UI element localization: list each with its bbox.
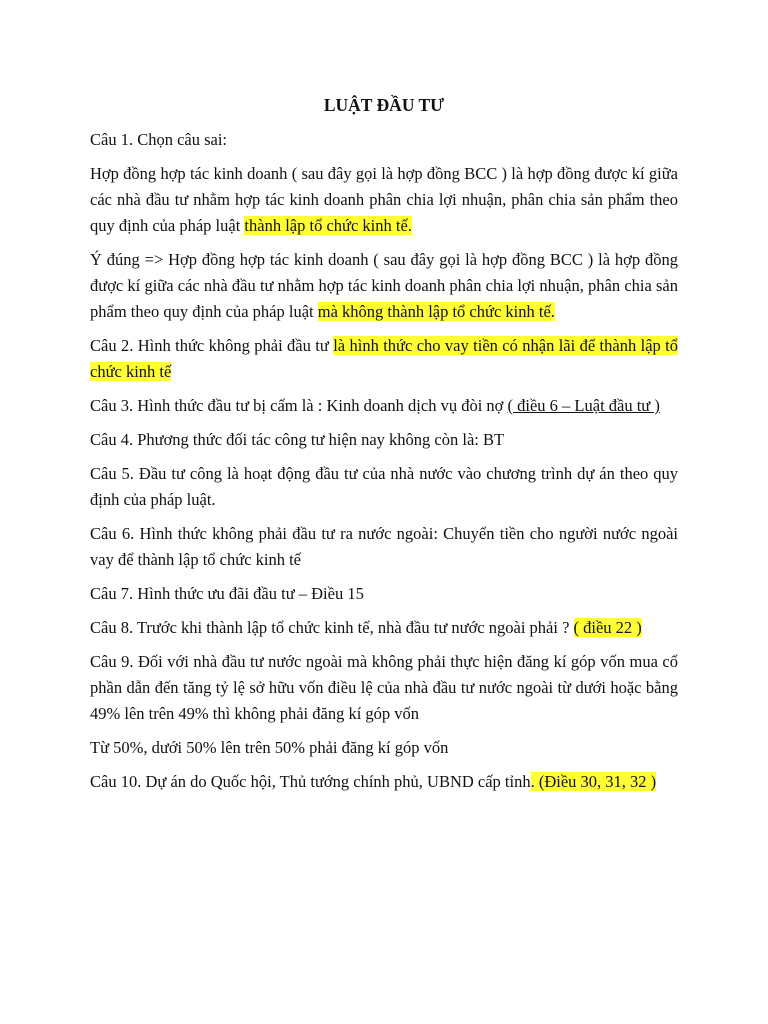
question-1-statement-highlight: thành lập tổ chức kinh tế. [244,216,412,235]
question-8-highlight: ( điều 22 ) [573,618,642,637]
question-9-followup-text: Từ 50%, dưới 50% lên trên 50% phải đăng kí góp vốn [90,738,449,757]
question-8-text: Câu 8. Trước khi thành lập tổ chức kinh tế, nhà đầu tư nước ngoài phải ? [90,618,574,637]
question-1-correct [90,247,678,325]
question-1-text: Câu 1. Chọn câu sai: [90,130,228,149]
question-6 [90,521,678,573]
document-page [90,92,678,803]
question-5 [90,461,678,513]
question-1-heading [90,127,678,153]
question-5-text: Câu 5. Đầu tư công là hoạt động đầu tư của nhà nước vào chương trình dự án theo quy định của pháp luật. [90,464,678,509]
question-8 [90,615,678,641]
question-7-text: Câu 7. Hình thức ưu đãi đầu tư – Điều 15 [90,584,364,603]
question-3-text: Câu 3. Hình thức đầu tư bị cấm là : Kinh doanh dịch vụ đòi nợ [90,396,508,415]
question-2 [90,333,678,385]
question-2-text: Câu 2. Hình thức không phải đầu tư [90,336,334,355]
question-9-text: Câu 9. Đối với nhà đầu tư nước ngoài mà không phải thực hiện đăng kí góp vốn mua cổ phần dẫn đến tăng tỷ lệ sở hữu vốn điều lệ của nhà đầu tư nước ngoài từ dưới hoặc bằng 49% lên trên 49% thì không phải đăng kí góp vốn [90,652,678,723]
question-10 [90,769,678,795]
question-10-highlight: . (Điều 30, 31, 32 ) [530,772,657,791]
question-1-statement [90,161,678,239]
question-1-statement-text: Hợp đồng hợp tác kinh doanh ( sau đây gọi là hợp đồng BCC ) là hợp đồng được kí giữa các nhà đầu tư nhằm hợp tác kinh doanh phân chia lợi nhuận, phân chia sản phẩm theo quy định của pháp luật [90,164,678,235]
question-6-text: Câu 6. Hình thức không phải đầu tư ra nước ngoài: Chuyển tiền cho người nước ngoài vay để thành lập tổ chức kinh tế [90,524,678,569]
question-1-correct-highlight: mà không thành lập tổ chức kinh tế. [317,302,555,321]
question-9-followup [90,735,678,761]
question-2-highlight: là hình thức cho vay tiền có nhận lãi để thành lập tổ chức kinh tế [90,336,678,381]
question-3 [90,393,678,419]
question-10-text: Câu 10. Dự án do Quốc hội, Thủ tướng chính phủ, UBND cấp tỉnh [90,772,531,791]
question-4-text: Câu 4. Phương thức đối tác công tư hiện nay không còn là: BT [90,430,505,449]
question-4 [90,427,678,453]
question-3-reference: ( điều 6 – Luật đầu tư ) [507,396,660,415]
document-title: LUẬT ĐẦU TƯ [323,95,445,115]
question-9 [90,649,678,727]
question-7 [90,581,678,607]
question-1-correct-text: Ý đúng => Hợp đồng hợp tác kinh doanh ( sau đây gọi là hợp đồng BCC ) là hợp đồng được kí giữa các nhà đầu tư nhằm hợp tác kinh doanh phân chia lợi nhuận, phân chia sản phẩm theo quy định của pháp luật [90,250,678,321]
